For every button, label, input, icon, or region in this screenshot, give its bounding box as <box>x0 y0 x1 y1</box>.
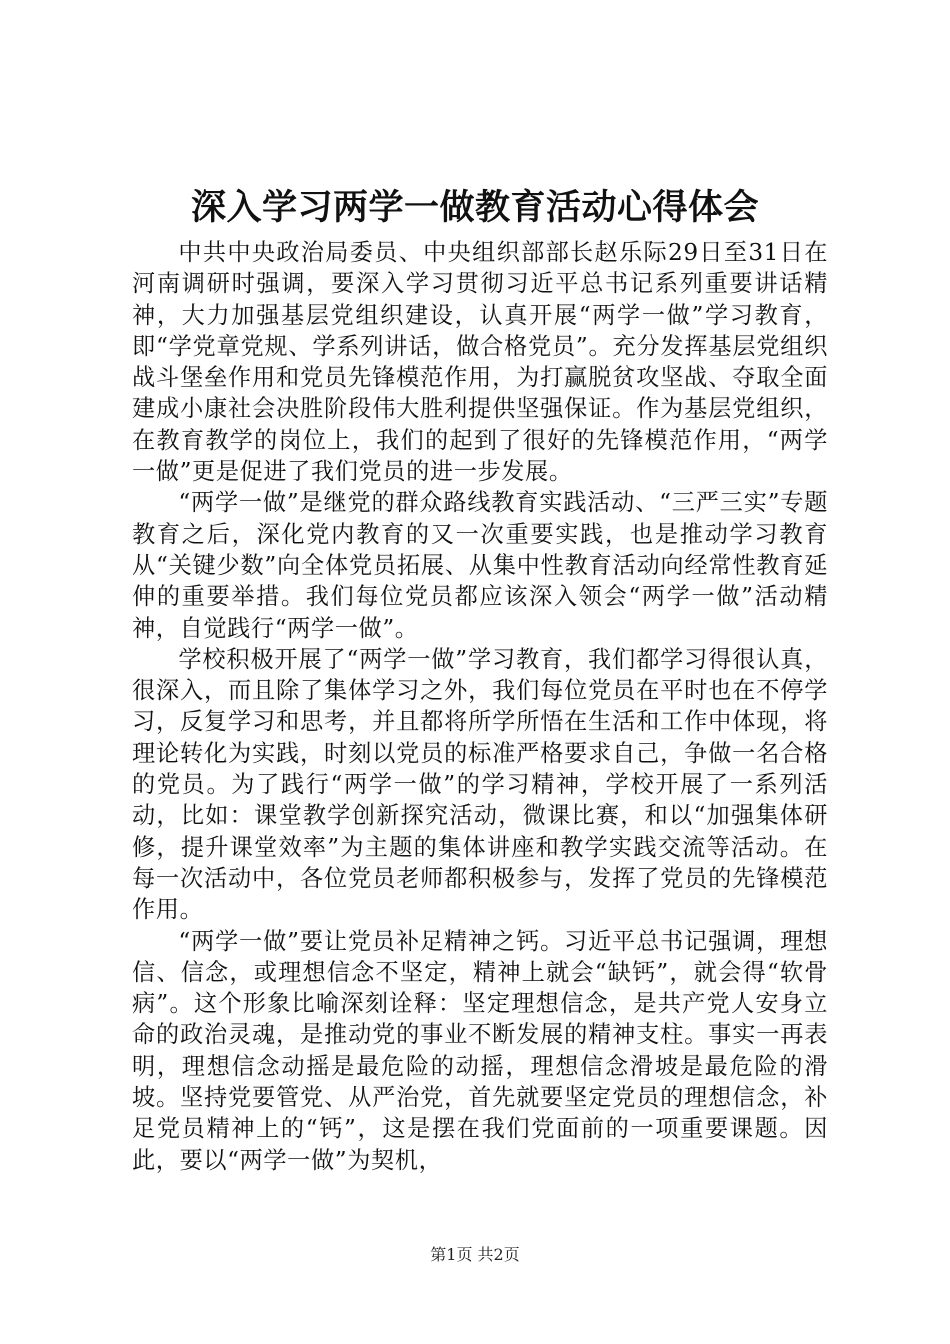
document-body <box>132 237 828 1176</box>
page-number-footer: 第1页 共2页 <box>430 1245 520 1264</box>
document-title: 深入学习两学一做教育活动心得体会 <box>190 187 759 228</box>
body-paragraph: “两学一做”是继党的群众路线教育实践活动、“三严三实”专题教育之后，深化党内教育的又一次重要实践，也是推动学习教育从“关键少数”向全体党员拓展、从集中性教育活动向经常性教育延伸的重要举措。我们每位党员都应该深入领会“两学一做”活动精神，自觉践行“两学一做”。 <box>132 489 828 642</box>
body-paragraph: 学校积极开展了“两学一做”学习教育，我们都学习得很认真，很深入，而且除了集体学习之外，我们每位党员在平时也在不停学习，反复学习和思考，并且都将所学所悟在生活和工作中体现，将理论转化为实践，时刻以党员的标准严格要求自己，争做一名合格的党员。为了践行“两学一做”的学习精神，学校开展了一系列活动，比如：课堂教学创新探究活动，微课比赛，和以“加强集体研修，提升课堂效率”为主题的集体讲座和教学实践交流等活动。在每一次活动中，各位党员老师都积极参与，发挥了党员的先锋模范作用。 <box>132 645 828 924</box>
body-paragraph: “两学一做”要让党员补足精神之钙。习近平总书记强调，理想信、信念，或理想信念不坚定，精神上就会“缺钙”，就会得“软骨病”。这个形象比喻深刻诠释：坚定理想信念，是共产党人安身立命的政治灵魂，是推动党的事业不断发展的精神支柱。事实一再表明，理想信念动摇是最危险的动摇，理想信念滑坡是最危险的滑坡。坚持党要管党、从严治党，首先就要坚定党员的理想信念，补足党员精神上的“钙”，这是摆在我们党面前的一项重要课题。因此，要以“两学一做”为契机， <box>132 927 828 1174</box>
body-paragraph: 中共中央政治局委员、中央组织部部长赵乐际29日至31日在河南调研时强调，要深入学习贯彻习近平总书记系列重要讲话精神，大力加强基层党组织建设，认真开展“两学一做”学习教育，即“学党章党规、学系列讲话，做合格党员”。充分发挥基层党组织战斗堡垒作用和党员先锋模范作用，为打赢脱贫攻坚战、夺取全面建成小康社会决胜阶段伟大胜利提供坚强保证。作为基层党组织，在教育教学的岗位上，我们的起到了很好的先锋模范作用，“两学一做”更是促进了我们党员的进一步发展。 <box>132 239 828 486</box>
